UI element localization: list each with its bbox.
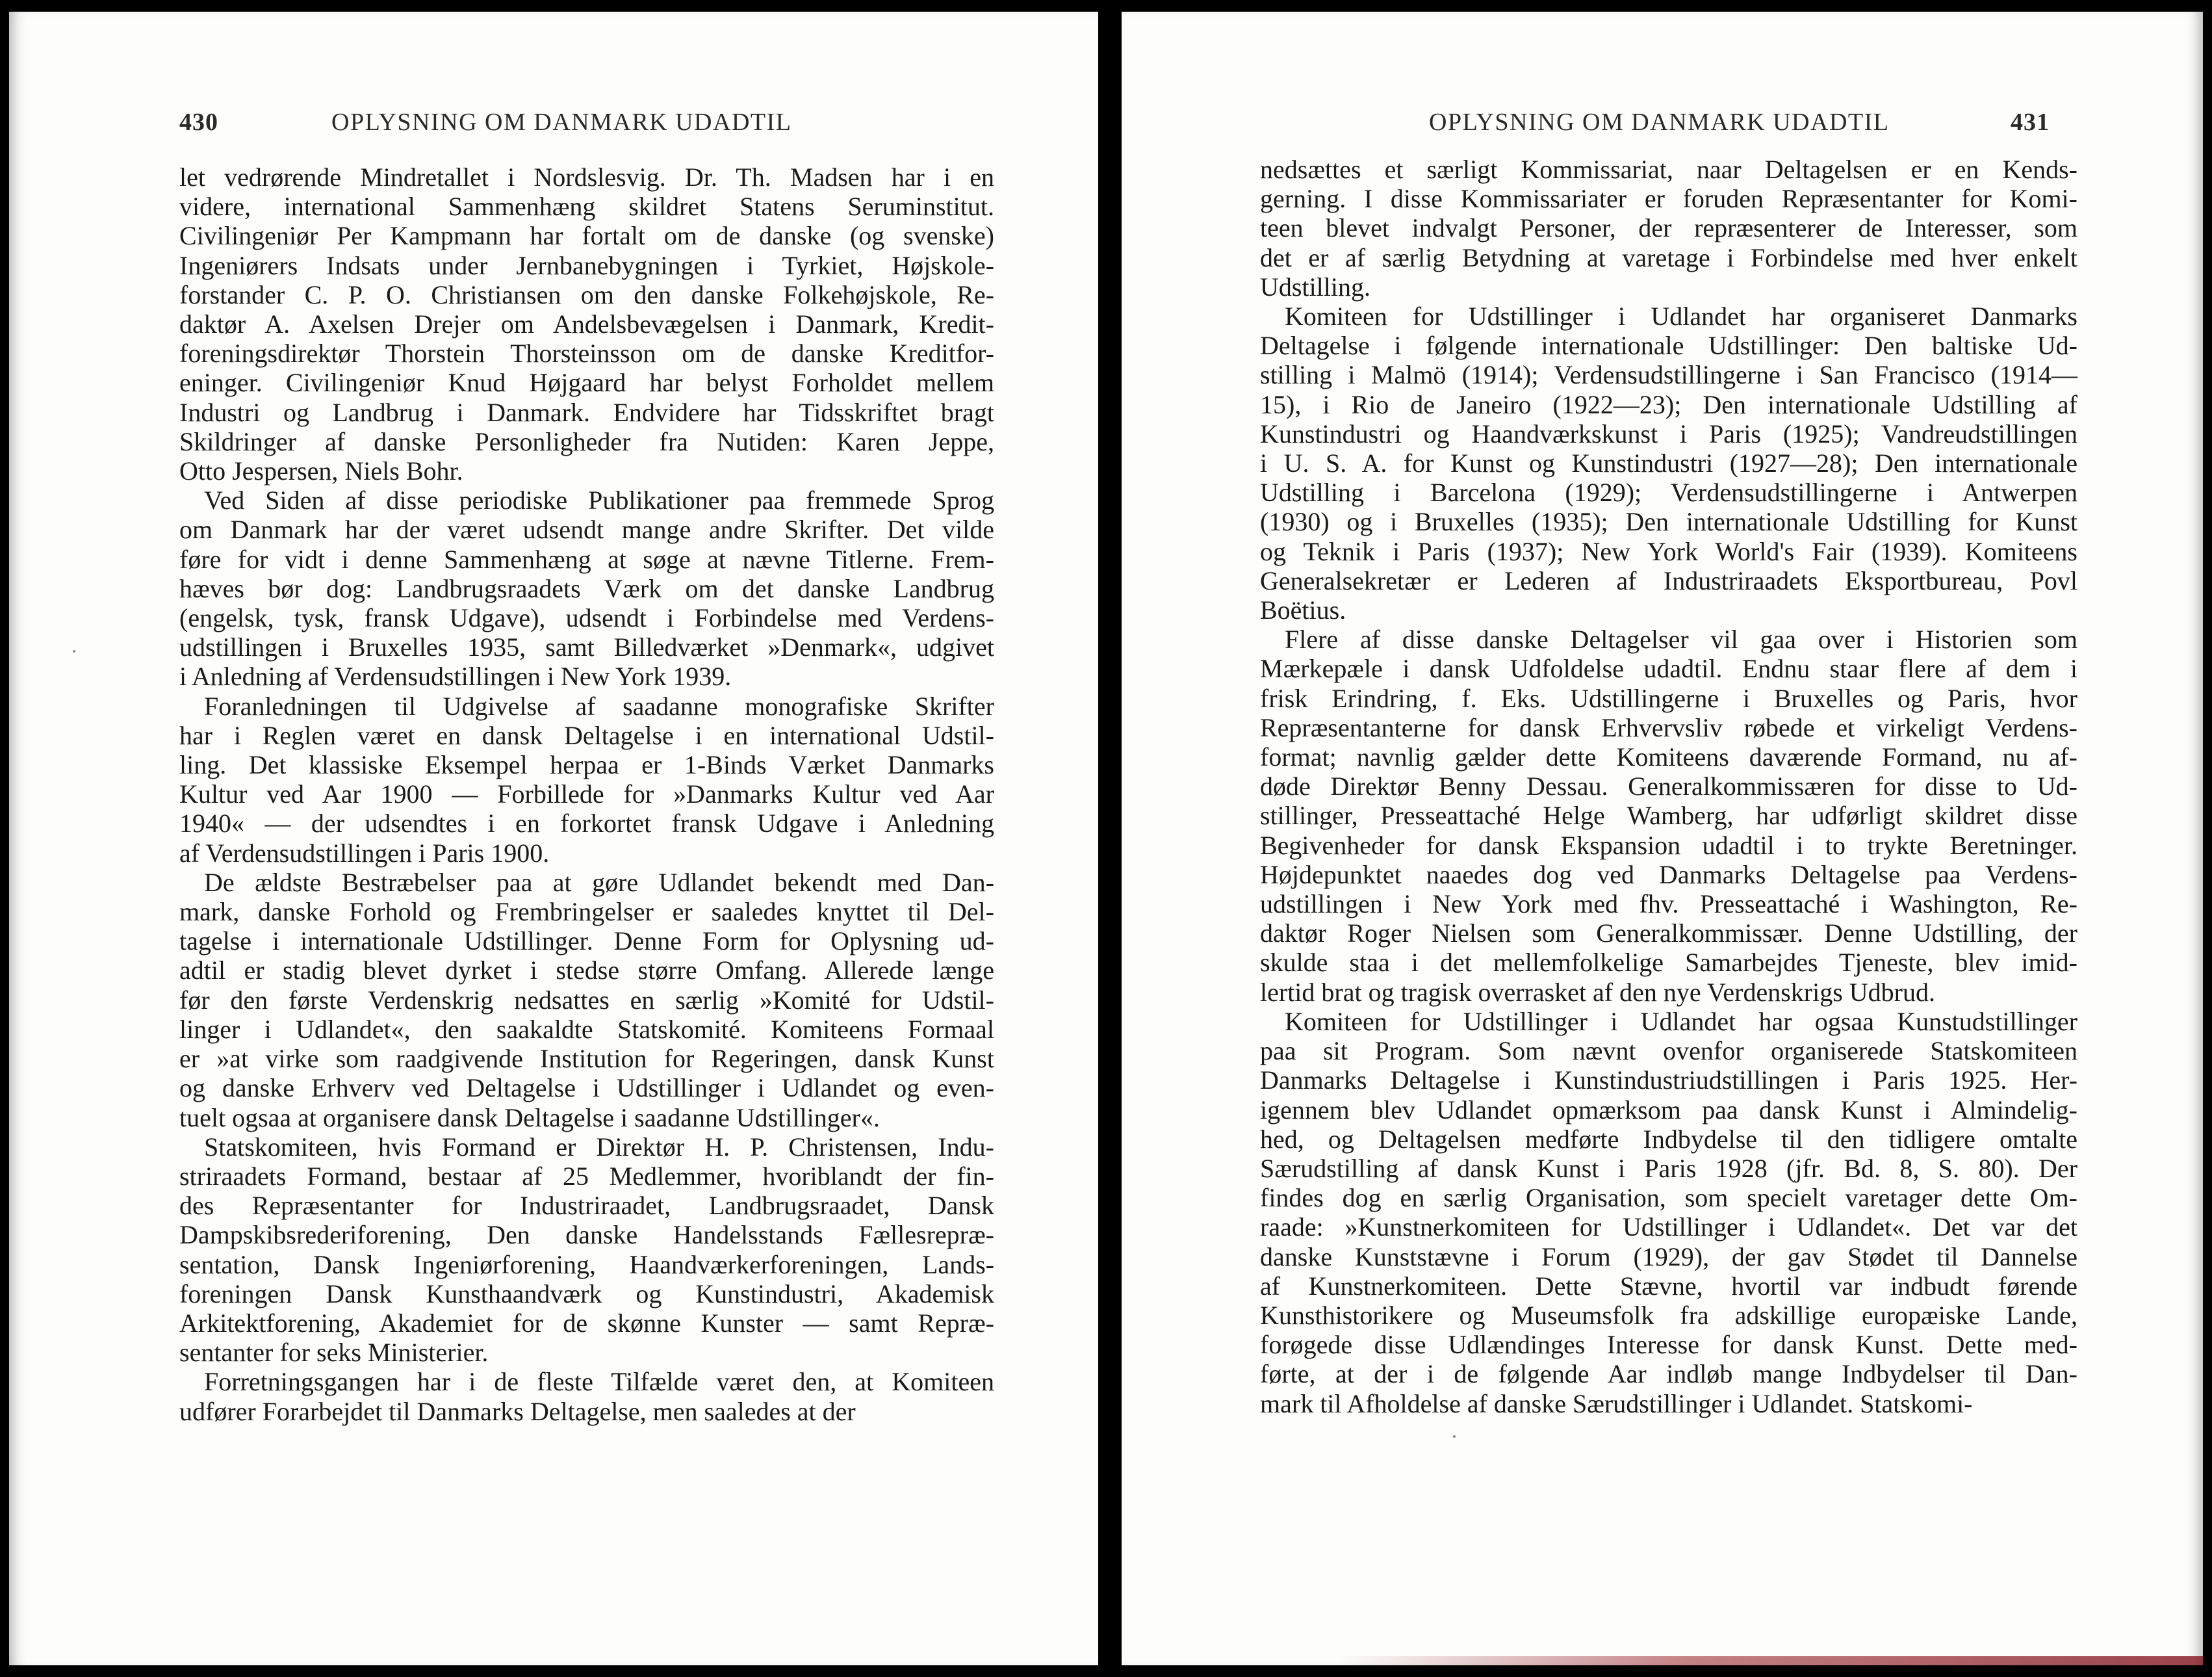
right-page bbox=[1122, 12, 2203, 1665]
text-line: Højdepunktet naaedes dog ved Danmarks Deltagelse paa Verdens- bbox=[1260, 859, 2077, 889]
text-line: Industri og Landbrug i Danmark. Endvidere har Tidsskriftet bragt bbox=[179, 397, 994, 427]
running-title: OPLYSNING OM DANMARK UDADTIL bbox=[1429, 109, 1890, 136]
text-line: foreningsdirektør Thorstein Thorsteinsson om de danske Kreditfor- bbox=[179, 339, 994, 369]
paragraph bbox=[179, 692, 994, 868]
paragraph bbox=[1260, 1007, 2077, 1418]
text-line: stillinger, Presseattaché Helge Wamberg, har udførligt skildret disse bbox=[1260, 801, 2077, 831]
text-line: 15), i Rio de Janeiro (1922—23); Den internationale Udstilling af bbox=[1260, 389, 2077, 419]
text-line: Otto Jespersen, Niels Bohr. bbox=[179, 456, 463, 486]
text-line: Boëtius. bbox=[1260, 595, 1346, 625]
text-line: eninger. Civilingeniør Knud Højgaard har belyst Forholdet mellem bbox=[179, 368, 994, 398]
paragraph bbox=[179, 868, 994, 1132]
text-line: Dampskibsrederiforening, Den danske Handelsstands Fællesrepræ- bbox=[179, 1220, 994, 1250]
page-number: 431 bbox=[2011, 109, 2050, 136]
text-line: daktør Roger Nielsen som Generalkommissær. Denne Udstilling, der bbox=[1260, 918, 2077, 948]
text-line: paa sit Program. Som nævnt ovenfor organiserede Statskomiteen bbox=[1260, 1036, 2077, 1066]
text-line: Repræsentanterne for dansk Erhvervsliv røbede et virkeligt Verdens- bbox=[1260, 712, 2077, 742]
text-line: ling. Det klassiske Eksempel herpaa er 1-Binds Værket Danmarks bbox=[179, 750, 994, 780]
text-line: Komiteen for Udstillinger i Udlandet har organiseret Danmarks bbox=[1285, 302, 2077, 332]
text-line: 1940« — der udsendtes i en forkortet fransk Udgave i Anledning bbox=[179, 809, 994, 838]
text-line: Foranledningen til Udgivelse af saadanne monografiske Skrifter bbox=[204, 691, 994, 721]
text-line: før den første Verdenskrig nedsattes en særlig »Komité for Udstil- bbox=[179, 985, 994, 1015]
text-line: og Teknik i Paris (1937); New York World's Fair (1939). Komiteens bbox=[1260, 536, 2077, 566]
paragraph bbox=[1260, 625, 2077, 1007]
text-line: Kunsthistorikere og Museumsfolk fra adskillige europæiske Lande, bbox=[1260, 1300, 2077, 1330]
running-title: OPLYSNING OM DANMARK UDADTIL bbox=[331, 109, 792, 136]
text-line: udfører Forarbejdet til Danmarks Deltagelse, men saaledes at der bbox=[179, 1396, 856, 1426]
text-line: Udstilling. bbox=[1260, 272, 1371, 302]
text-line: videre, international Sammenhæng skildret Statens Seruminstitut. bbox=[179, 192, 994, 222]
text-line: danske Kunststævne i Forum (1929), der gav Stødet til Dannelse bbox=[1260, 1242, 2077, 1271]
text-line: føre for vidt i denne Sammenhæng at søge at nævne Titlerne. Frem- bbox=[179, 544, 994, 574]
text-line: døde Direktør Benny Dessau. Generalkommissæren for disse to Ud- bbox=[1260, 772, 2077, 801]
text-line: i U. S. A. for Kunst og Kunstindustri (1927—28); Den internationale bbox=[1260, 448, 2077, 478]
text-line: udstillingen i Bruxelles 1935, samt Billedværket »Denmark«, udgivet bbox=[179, 632, 994, 662]
text-line: stilling i Malmö (1914); Verdensudstillingerne i San Francisco (1914— bbox=[1260, 360, 2077, 390]
body-text bbox=[179, 162, 994, 1426]
paragraph bbox=[1260, 302, 2077, 625]
text-line: Kultur ved Aar 1900 — Forbillede for »Danmarks Kultur ved Aar bbox=[179, 779, 994, 809]
text-line: sentation, Dansk Ingeniørforening, Haandværkerforeningen, Lands- bbox=[179, 1249, 994, 1279]
text-line: Komiteen for Udstillinger i Udlandet har ogsaa Kunstudstillinger bbox=[1285, 1006, 2077, 1036]
book-edge bbox=[1339, 1656, 2203, 1665]
text-line: let vedrørende Mindretallet i Nordslesvig. Dr. Th. Madsen har i en bbox=[179, 162, 994, 192]
page-number: 430 bbox=[179, 109, 218, 136]
text-line: Begivenheder for dansk Ekspansion udadtil i to trykte Beretninger. bbox=[1260, 830, 2077, 860]
text-line: format; navnlig gælder dette Komiteens daværende Formand, nu af- bbox=[1260, 742, 2077, 772]
text-line: er »at virke som raadgivende Institution for Regeringen, dansk Kunst bbox=[179, 1044, 994, 1074]
text-line: daktør A. Axelsen Drejer om Andelsbevægelsen i Danmark, Kredit- bbox=[179, 309, 994, 339]
text-line: des Repræsentanter for Industriraadet, Landbrugsraadet, Dansk bbox=[179, 1191, 994, 1221]
text-line: sentanter for seks Ministerier. bbox=[179, 1338, 489, 1368]
text-line: De ældste Bestræbelser paa at gøre Udlandet bekendt med Dan- bbox=[204, 867, 994, 897]
paragraph bbox=[179, 1132, 994, 1368]
text-line: Flere af disse danske Deltagelser vil gaa over i Historien som bbox=[1285, 625, 2077, 655]
text-line: raade: »Kunstnerkomiteen for Udstillinger i Udlandet«. Det var det bbox=[1260, 1212, 2077, 1242]
text-line: af Kunstnerkomiteen. Dette Stævne, hvortil var indbudt førende bbox=[1260, 1271, 2077, 1301]
paragraph bbox=[179, 1367, 994, 1425]
paragraph bbox=[179, 486, 994, 691]
text-line: Kunstindustri og Haandværkskunst i Paris (1925); Vandreudstillingen bbox=[1260, 419, 2077, 448]
text-line: mark til Afholdelse af danske Særudstillinger i Udlandet. Statskomi- bbox=[1260, 1388, 1973, 1418]
text-line: om Danmark har der været udsendt mange andre Skrifter. Det vilde bbox=[179, 515, 994, 545]
text-line: Ved Siden af disse periodiske Publikationer paa fremmede Sprog bbox=[204, 486, 994, 515]
text-line: Udstilling i Barcelona (1929); Verdensudstillingerne i Antwerpen bbox=[1260, 478, 2077, 508]
text-line: frisk Erindring, f. Eks. Udstillingerne i Bruxelles og Paris, hvor bbox=[1260, 683, 2077, 713]
text-line: i Anledning af Verdensudstillingen i New York 1939. bbox=[179, 662, 732, 692]
text-line: (engelsk, tysk, fransk Udgave), udsendt i Forbindelse med Verdens- bbox=[179, 603, 994, 633]
text-line: Ingeniørers Indsats under Jernbanebygningen i Tyrkiet, Højskole- bbox=[179, 250, 994, 280]
text-line: striraadets Formand, bestaar af 25 Medlemmer, hvoriblandt der fin- bbox=[179, 1161, 994, 1191]
text-line: Skildringer af danske Personligheder fra Nutiden: Karen Jeppe, bbox=[179, 426, 994, 456]
text-line: gerning. I disse Kommissariater er foruden Repræsentanter for Komi- bbox=[1260, 184, 2077, 214]
text-line: og danske Erhverv ved Deltagelse i Udstillinger i Udlandet og even- bbox=[179, 1073, 994, 1103]
page-speck bbox=[1453, 1435, 1456, 1438]
text-line: Mærkepæle i dansk Udfoldelse udadtil. Endnu staar flere af dem i bbox=[1260, 654, 2077, 684]
text-line: har i Reglen været en dansk Deltagelse i en international Udstil- bbox=[179, 720, 994, 750]
text-line: skulde staa i det mellemfolkelige Samarbejdes Tjeneste, blev imid- bbox=[1260, 948, 2077, 978]
body-text bbox=[1260, 155, 2077, 1418]
text-line: igennem blev Udlandet opmærksom paa dansk Kunst i Almindelig- bbox=[1260, 1095, 2077, 1124]
text-line: Generalsekretær er Lederen af Industriraadets Eksportbureau, Povl bbox=[1260, 566, 2077, 595]
text-line: af Verdensudstillingen i Paris 1900. bbox=[179, 838, 550, 868]
text-line: det er af særlig Betydning at varetage i Forbindelse med hver enkelt bbox=[1260, 242, 2077, 272]
text-line: lertid brat og tragisk overrasket af den nye Verdenskrigs Udbrud. bbox=[1260, 977, 1935, 1007]
page-speck bbox=[73, 650, 75, 653]
text-line: linger i Udlandet«, den saakaldte Statskomité. Komiteens Formaal bbox=[179, 1014, 994, 1044]
text-line: forstander C. P. O. Christiansen om den danske Folkehøjskole, Re- bbox=[179, 280, 994, 309]
text-line: Statskomiteen, hvis Formand er Direktør H. P. Christensen, Indu- bbox=[204, 1132, 994, 1162]
text-line: førte, at der i de følgende Aar indløb mange Indbydelser til Dan- bbox=[1260, 1359, 2077, 1389]
text-line: mark, danske Forhold og Frembringelser er saaledes knyttet til Del- bbox=[179, 897, 994, 927]
text-line: hed, og Deltagelsen medførte Indbydelse til den tidligere omtalte bbox=[1260, 1124, 2077, 1154]
text-line: Danmarks Deltagelse i Kunstindustriudstillingen i Paris 1925. Her- bbox=[1260, 1065, 2077, 1095]
text-line: Civilingeniør Per Kampmann har fortalt om de danske (og svenske) bbox=[179, 221, 994, 251]
left-page bbox=[9, 12, 1098, 1665]
text-line: (1930) og i Bruxelles (1935); Den internationale Udstilling for Kunst bbox=[1260, 507, 2077, 537]
text-line: tagelse i internationale Udstillinger. Denne Form for Oplysning ud- bbox=[179, 926, 994, 956]
text-line: foreningen Dansk Kunsthaandværk og Kunstindustri, Akademisk bbox=[179, 1279, 994, 1308]
text-line: Deltagelse i følgende internationale Udstillinger: Den baltiske Ud- bbox=[1260, 331, 2077, 361]
text-line: teen blevet indvalgt Personer, der repræsenterer de Interesser, som bbox=[1260, 213, 2077, 243]
paragraph bbox=[179, 162, 994, 486]
text-line: Arkitektforening, Akademiet for de skønne Kunster — samt Repræ- bbox=[179, 1308, 994, 1338]
text-line: Forretningsgangen har i de fleste Tilfælde været den, at Komiteen bbox=[204, 1367, 994, 1397]
text-line: Særudstilling af dansk Kunst i Paris 1928 (jfr. Bd. 8, S. 80). Der bbox=[1260, 1153, 2077, 1183]
text-line: hæves bør dog: Landbrugsraadets Værk om det danske Landbrug bbox=[179, 573, 994, 603]
text-line: findes dog en særlig Organisation, som specielt varetager dette Om- bbox=[1260, 1183, 2077, 1213]
text-line: nedsættes et særligt Kommissariat, naar Deltagelsen er en Kends- bbox=[1260, 155, 2077, 184]
text-line: tuelt ogsaa at organisere dansk Deltagelse i saadanne Udstillinger«. bbox=[179, 1102, 880, 1132]
text-line: adtil er stadig blevet dyrket i stedse større Omfang. Allerede længe bbox=[179, 956, 994, 985]
paragraph bbox=[1260, 155, 2077, 302]
text-line: forøgede disse Udlændinges Interesse for dansk Kunst. Dette med- bbox=[1260, 1330, 2077, 1360]
text-line: udstillingen i New York med fhv. Presseattaché i Washington, Re- bbox=[1260, 889, 2077, 919]
